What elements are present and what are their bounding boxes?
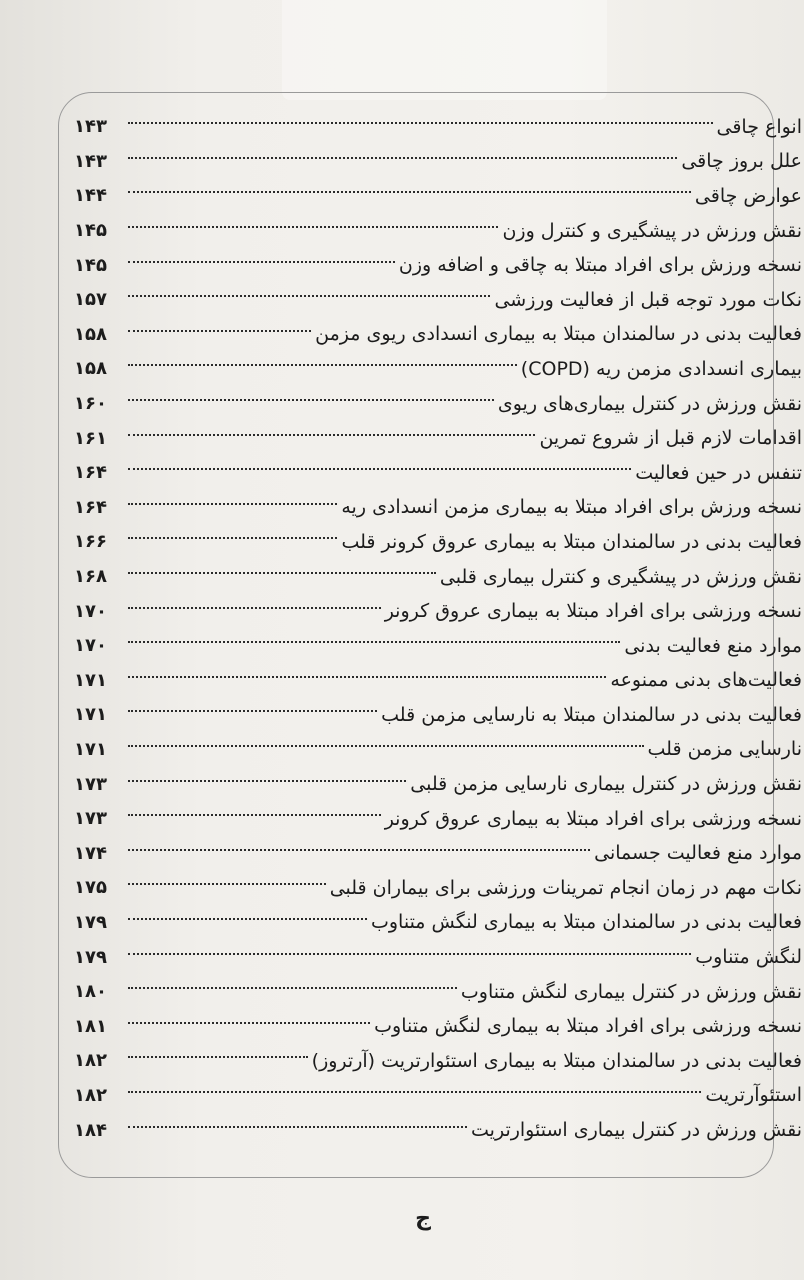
toc-entry-title: بیماری انسدادی مزمن ریه (COPD) bbox=[520, 357, 802, 380]
toc-entry bbox=[74, 802, 802, 837]
toc-entry-title: علل بروز چاقی bbox=[681, 150, 802, 173]
dot-leader bbox=[128, 849, 590, 851]
dot-leader bbox=[128, 226, 498, 228]
dot-leader bbox=[128, 918, 367, 920]
toc-entry bbox=[74, 594, 802, 629]
toc-entry-page-number: ۱۶۰ bbox=[74, 393, 107, 415]
toc-entry-page-number: ۱۷۳ bbox=[74, 773, 107, 795]
toc-entry-title: فعالیت‌های بدنی ممنوعه bbox=[610, 669, 802, 692]
toc-entry-page-number: ۱۶۱ bbox=[74, 427, 107, 449]
toc-entry bbox=[74, 387, 802, 422]
toc-entry bbox=[74, 248, 802, 283]
toc-entry-page-number: ۱۶۶ bbox=[74, 531, 107, 553]
toc-entry bbox=[74, 145, 802, 180]
dot-leader bbox=[128, 987, 457, 989]
toc-entry-title: نقش ورزش در کنترل بیماری استئوارتریت bbox=[471, 1119, 802, 1142]
toc-entry-title: عوارض چاقی bbox=[694, 184, 802, 207]
toc-entry bbox=[74, 940, 802, 975]
toc-entry-title: فعالیت بدنی در سالمندان مبتلا به بیماری انسدادی ریوی مزمن bbox=[315, 323, 802, 346]
toc-entry-page-number: ۱۸۲ bbox=[74, 1084, 107, 1106]
toc-entry bbox=[74, 525, 802, 560]
toc-entry-page-number: ۱۷۰ bbox=[74, 635, 107, 657]
dot-leader bbox=[128, 364, 517, 366]
dot-leader bbox=[128, 780, 406, 782]
toc-entry-title: فعالیت بدنی در سالمندان مبتلا به بیماری عروق کرونر قلب bbox=[341, 530, 802, 553]
toc-entry-title: نسخه ورزشی برای افراد مبتلا به بیماری عروق کرونر bbox=[384, 807, 802, 830]
toc-entry bbox=[74, 664, 802, 699]
toc-entry bbox=[74, 975, 802, 1010]
toc-entry-title: استئوآرتریت bbox=[705, 1084, 802, 1107]
toc-entry-page-number: ۱۷۰ bbox=[74, 600, 107, 622]
dot-leader bbox=[128, 503, 337, 505]
toc-entry bbox=[74, 318, 802, 353]
toc-entry bbox=[74, 560, 802, 595]
dot-leader bbox=[128, 572, 436, 574]
toc-entry bbox=[74, 1079, 802, 1114]
dot-leader bbox=[128, 1091, 701, 1093]
toc-entry-title: اقدامات لازم قبل از شروع تمرین bbox=[539, 427, 802, 450]
dot-leader bbox=[128, 468, 631, 470]
toc-entry bbox=[74, 421, 802, 456]
toc-entry-title: نقش ورزش در کنترل بیماری لنگش متناوب bbox=[460, 980, 802, 1003]
page-bleed-through bbox=[282, 0, 607, 100]
toc-entry-title: تنفس در حین فعالیت bbox=[635, 461, 802, 484]
dot-leader bbox=[128, 261, 395, 263]
toc-entry-title: نارسایی مزمن قلب bbox=[647, 738, 802, 761]
dot-leader bbox=[128, 710, 377, 712]
toc-entry bbox=[74, 1044, 802, 1079]
toc-entry bbox=[74, 1009, 802, 1044]
toc-entry bbox=[74, 906, 802, 941]
toc-entry-page-number: ۱۵۸ bbox=[74, 358, 107, 380]
toc-entry bbox=[74, 733, 802, 768]
dot-leader bbox=[128, 191, 691, 193]
toc-entry bbox=[74, 110, 802, 145]
dot-leader bbox=[128, 745, 644, 747]
toc-entry-page-number: ۱۷۱ bbox=[74, 704, 107, 726]
toc-entry-title: انواع چاقی bbox=[716, 115, 802, 138]
toc-entry-title: نقش ورزش در پیشگیری و کنترل وزن bbox=[502, 219, 802, 242]
toc-entry-page-number: ۱۷۹ bbox=[74, 911, 107, 933]
dot-leader bbox=[128, 1056, 308, 1058]
toc-entry bbox=[74, 767, 802, 802]
dot-leader bbox=[128, 607, 381, 609]
toc-entry-title: فعالیت بدنی در سالمندان مبتلا به نارسایی مزمن قلب bbox=[381, 703, 802, 726]
dot-leader bbox=[128, 295, 490, 297]
toc-entry bbox=[74, 456, 802, 491]
toc-entry bbox=[74, 214, 802, 249]
toc-entry-page-number: ۱۴۳ bbox=[74, 150, 107, 172]
dot-leader bbox=[128, 537, 337, 539]
toc-entry-page-number: ۱۶۴ bbox=[74, 496, 107, 518]
table-of-contents bbox=[74, 110, 802, 1148]
toc-entry bbox=[74, 491, 802, 526]
dot-leader bbox=[128, 157, 677, 159]
toc-entry-page-number: ۱۸۴ bbox=[74, 1119, 107, 1141]
toc-entry bbox=[74, 698, 802, 733]
toc-entry-title: موارد منع فعالیت جسمانی bbox=[594, 842, 802, 865]
toc-entry-page-number: ۱۶۸ bbox=[74, 566, 107, 588]
toc-entry-title: موارد منع فعالیت بدنی bbox=[624, 634, 802, 657]
toc-entry-page-number: ۱۸۱ bbox=[74, 1015, 107, 1037]
page-number: ج bbox=[415, 1206, 431, 1231]
toc-entry-title: نقش ورزش در پیشگیری و کنترل بیماری قلبی bbox=[439, 565, 802, 588]
dot-leader bbox=[128, 434, 535, 436]
toc-entry-page-number: ۱۴۵ bbox=[74, 254, 107, 276]
toc-entry-page-number: ۱۷۱ bbox=[74, 669, 107, 691]
toc-entry bbox=[74, 629, 802, 664]
dot-leader bbox=[128, 641, 620, 643]
dot-leader bbox=[128, 676, 606, 678]
toc-entry-title: نقش ورزش در کنترل بیماری‌های ریوی bbox=[497, 392, 802, 415]
toc-entry-page-number: ۱۷۵ bbox=[74, 877, 107, 899]
toc-entry-page-number: ۱۸۰ bbox=[74, 981, 107, 1003]
dot-leader bbox=[128, 330, 311, 332]
toc-entry bbox=[74, 836, 802, 871]
toc-entry-page-number: ۱۷۹ bbox=[74, 946, 107, 968]
toc-entry-title: فعالیت بدنی در سالمندان مبتلا به بیماری لنگش متناوب bbox=[370, 911, 802, 934]
toc-entry-title: نقش ورزش در کنترل بیماری نارسایی مزمن قلبی bbox=[410, 773, 802, 796]
toc-entry-title: نسخه ورزشی برای افراد مبتلا به بیماری لنگش متناوب bbox=[374, 1015, 802, 1038]
toc-entry-page-number: ۱۶۴ bbox=[74, 462, 107, 484]
dot-leader bbox=[128, 953, 691, 955]
toc-entry bbox=[74, 1113, 802, 1148]
toc-entry-title: نکات مهم در زمان انجام تمرینات ورزشی برای بیماران قلبی bbox=[329, 876, 802, 899]
toc-entry-page-number: ۱۷۴ bbox=[74, 842, 107, 864]
toc-entry-title: نسخه ورزشی برای افراد مبتلا به بیماری عروق کرونر bbox=[384, 600, 802, 623]
toc-entry-title: نسخه ورزش برای افراد مبتلا به چاقی و اضافه وزن bbox=[398, 254, 802, 277]
dot-leader bbox=[128, 1022, 370, 1024]
dot-leader bbox=[128, 122, 713, 124]
toc-entry-title: نسخه ورزش برای افراد مبتلا به بیماری مزمن انسدادی ریه bbox=[341, 496, 802, 519]
toc-entry-title: فعالیت بدنی در سالمندان مبتلا به بیماری استئوارتریت (آرتروز) bbox=[311, 1049, 802, 1072]
toc-entry-title: لنگش متناوب bbox=[695, 946, 802, 969]
toc-entry bbox=[74, 179, 802, 214]
toc-entry-page-number: ۱۵۷ bbox=[74, 289, 107, 311]
toc-entry-page-number: ۱۴۵ bbox=[74, 220, 107, 242]
dot-leader bbox=[128, 814, 381, 816]
dot-leader bbox=[128, 1126, 467, 1128]
toc-entry-page-number: ۱۷۱ bbox=[74, 738, 107, 760]
toc-entry bbox=[74, 283, 802, 318]
toc-entry bbox=[74, 871, 802, 906]
toc-entry-page-number: ۱۴۴ bbox=[74, 185, 107, 207]
dot-leader bbox=[128, 399, 494, 401]
toc-entry-page-number: ۱۸۲ bbox=[74, 1050, 107, 1072]
toc-entry-page-number: ۱۴۳ bbox=[74, 116, 107, 138]
toc-entry-page-number: ۱۵۸ bbox=[74, 323, 107, 345]
toc-entry-page-number: ۱۷۳ bbox=[74, 808, 107, 830]
toc-entry bbox=[74, 352, 802, 387]
toc-entry-title: نکات مورد توجه قبل از فعالیت ورزشی bbox=[494, 288, 802, 311]
dot-leader bbox=[128, 883, 326, 885]
